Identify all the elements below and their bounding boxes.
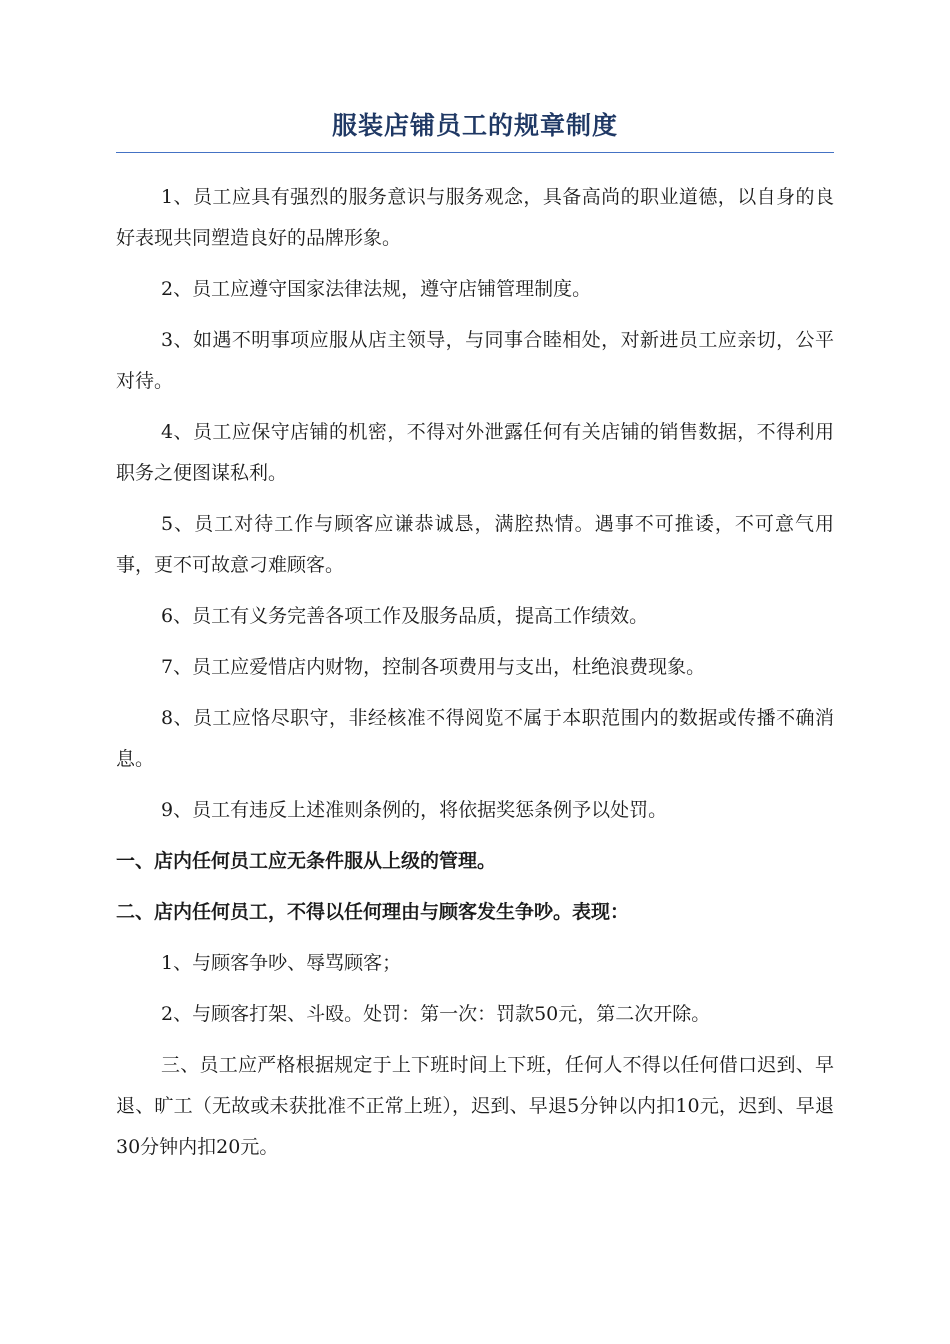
- document-page: [116, 108, 834, 1178]
- section-2-item-2: 2、与顾客打架、斗殴。处罚：第一次：罚款50元，第二次开除。: [161, 1003, 711, 1025]
- rule-2: 2、员工应遵守国家法律法规，遵守店铺管理制度。: [161, 278, 592, 300]
- rule-8: 8、员工应恪尽职守，非经核准不得阅览不属于本职范围内的数据或传播不确消息。: [116, 707, 834, 770]
- rule-1: 1、员工应具有强烈的服务意识与服务观念，具备高尚的职业道德，以自身的良好表现共同塑造良好的品牌形象。: [116, 186, 834, 249]
- rule-4: 4、员工应保守店铺的机密，不得对外泄露任何有关店铺的销售数据，不得利用职务之便图谋私利。: [116, 421, 834, 484]
- rule-6: 6、员工有义务完善各项工作及服务品质，提高工作绩效。: [161, 605, 649, 627]
- section-heading-1: 一、店内任何员工应无条件服从上级的管理。: [116, 850, 497, 872]
- document-title: 服装店铺员工的规章制度: [116, 108, 834, 153]
- rule-9: 9、员工有违反上述准则条例的，将依据奖惩条例予以处罚。: [161, 799, 668, 821]
- rule-3: 3、如遇不明事项应服从店主领导，与同事合睦相处，对新进员工应亲切，公平对待。: [116, 329, 834, 392]
- section-heading-2: 二、店内任何员工，不得以任何理由与顾客发生争吵。表现：: [116, 901, 630, 923]
- section-3-paragraph: 三、员工应严格根据规定于上下班时间上下班，任何人不得以任何借口迟到、早退、旷工（无故或未获批准不正常上班），迟到、早退5分钟以内扣10元，迟到、早退30分钟内扣20元。: [116, 1054, 834, 1158]
- section-2-item-1: 1、与顾客争吵、辱骂顾客；: [161, 952, 402, 974]
- rule-7: 7、员工应爱惜店内财物，控制各项费用与支出，杜绝浪费现象。: [161, 656, 706, 678]
- document-body: [116, 177, 834, 1168]
- rule-5: 5、员工对待工作与顾客应谦恭诚恳，满腔热情。遇事不可推诿，不可意气用事，更不可故意刁难顾客。: [116, 513, 834, 576]
